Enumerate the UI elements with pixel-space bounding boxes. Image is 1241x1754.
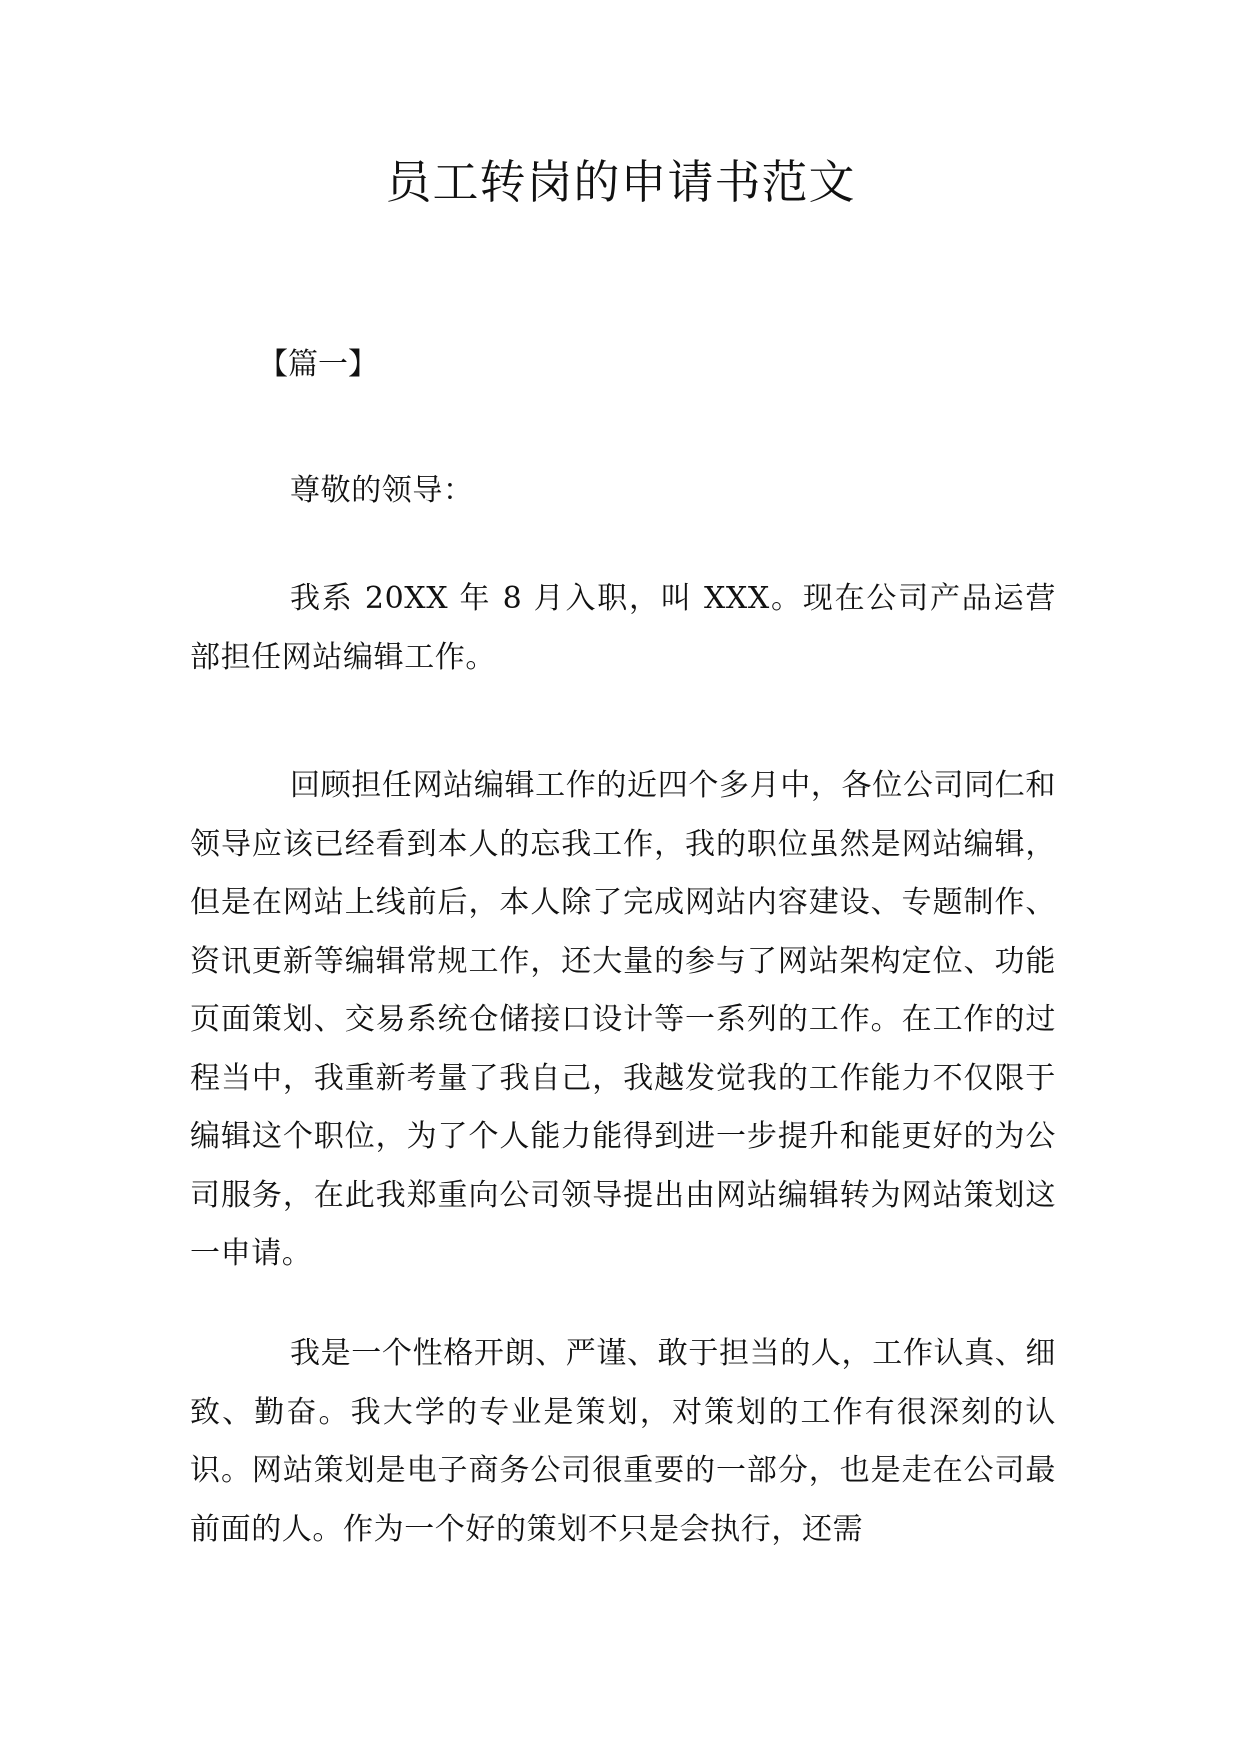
paragraph: 我系 20XX 年 8 月入职，叫 XXX。现在公司产品运营部担任网站编辑工作。 xyxy=(190,581,1056,675)
paragraph: 回顾担任网站编辑工作的近四个多月中，各位公司同仁和领导应该已经看到本人的忘我工作，我的职位虽然是网站编辑，但是在网站上线前后，本人除了完成网站内容建设、专题制作、资讯更新等编辑常规工作，还大量的参与了网站架构定位、功能页面策划、交易系统仓储接口设计等一系列的工作。在工作的过程当中，我重新考量了我自己，我越发觉我的工作能力不仅限于编辑这个职位，为了个人能力能得到进一步提升和能更好的为公司服务，在此我郑重向公司领导提出由网站编辑转为网站策划这一申请。 xyxy=(190,768,1056,1271)
document-title: 员工转岗的申请书范文 xyxy=(385,155,856,209)
section-label: 【篇一】 xyxy=(258,347,378,382)
paragraph: 我是一个性格开朗、严谨、敢于担当的人，工作认真、细致、勤奋。我大学的专业是策划，对策划的工作有很深刻的认识。网站策划是电子商务公司很重要的一部分，也是走在公司最前面的人。作为一个好的策划不只是会执行，还需 xyxy=(190,1336,1056,1547)
salutation: 尊敬的领导： xyxy=(290,473,474,508)
